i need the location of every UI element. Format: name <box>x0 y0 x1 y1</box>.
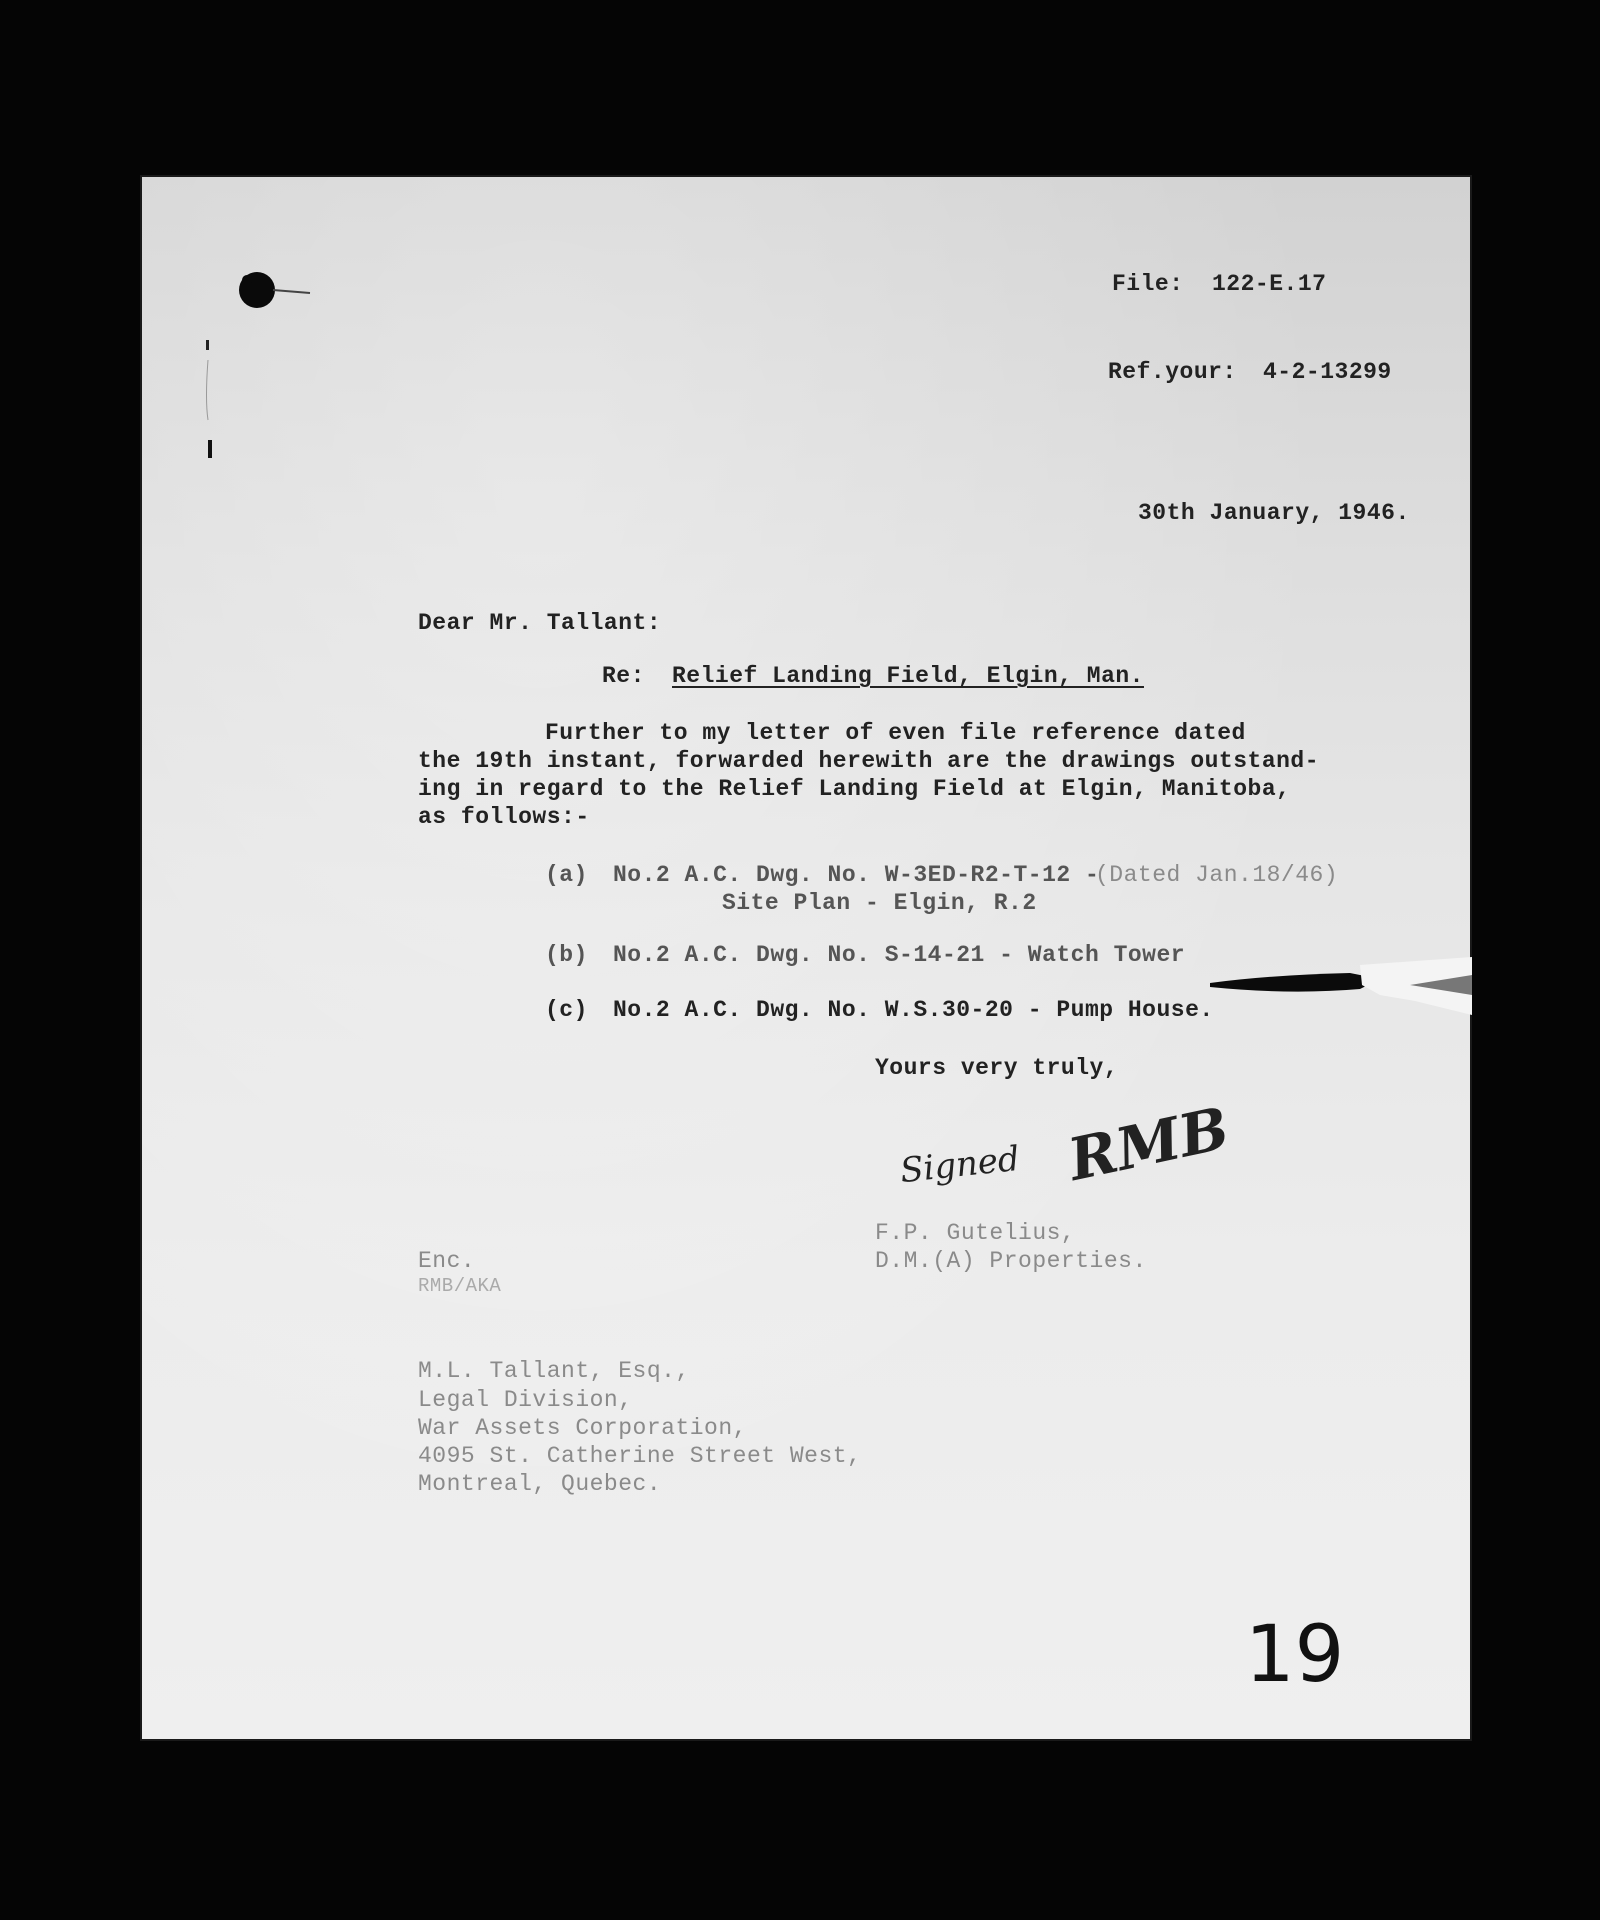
address-line: 4095 St. Catherine Street West, <box>418 1443 862 1469</box>
address-line: M.L. Tallant, Esq., <box>418 1358 690 1384</box>
signatory-name: F.P. Gutelius, <box>875 1220 1076 1246</box>
subject-line: Relief Landing Field, Elgin, Man. <box>672 663 1144 689</box>
body-line: Further to my letter of even file reference dated <box>545 720 1246 746</box>
item-note: (Dated Jan.18/46) <box>1095 862 1339 888</box>
signature-initials: RMB <box>1062 1093 1235 1195</box>
item-text-line2: Site Plan - Elgin, R.2 <box>722 890 1037 916</box>
ref-label: Ref.your: <box>1108 359 1237 385</box>
enclosure-label: Enc. <box>418 1248 476 1274</box>
body-line: the 19th instant, forwarded herewith are the drawings outstand- <box>418 748 1320 774</box>
item-text: No.2 A.C. Dwg. No. S-14-21 - Watch Tower <box>613 942 1186 968</box>
address-line: Legal Division, <box>418 1387 633 1413</box>
ink-blot <box>235 260 315 320</box>
punch-marks <box>200 340 220 460</box>
signatory-title: D.M.(A) Properties. <box>875 1248 1147 1274</box>
file-number: 122-E.17 <box>1212 271 1327 297</box>
handwritten-signed: Signed <box>898 1138 1022 1192</box>
body-line: ing in regard to the Relief Landing Field at Elgin, Manitoba, <box>418 776 1291 802</box>
letter-date: 30th January, 1946. <box>1138 500 1410 526</box>
body-line: as follows:- <box>418 804 590 830</box>
address-line: War Assets Corporation, <box>418 1415 747 1441</box>
salutation: Dear Mr. Tallant: <box>418 610 662 636</box>
subject-label: Re: <box>602 663 645 689</box>
typist-initials: RMB/AKA <box>418 1275 502 1297</box>
address-line: Montreal, Quebec. <box>418 1471 662 1497</box>
ref-number: 4-2-13299 <box>1263 359 1392 385</box>
item-text: No.2 A.C. Dwg. No. W.S.30-20 - Pump House. <box>613 997 1214 1023</box>
item-marker: (b) <box>545 942 588 968</box>
page-number: 19 <box>1245 1610 1345 1700</box>
closing: Yours very truly, <box>875 1055 1119 1081</box>
item-text: No.2 A.C. Dwg. No. W-3ED-R2-T-12 - <box>613 862 1100 888</box>
item-marker: (c) <box>545 997 588 1023</box>
file-label: File: <box>1112 271 1184 297</box>
torn-edge <box>1210 955 1472 1025</box>
letter-page <box>140 175 1472 1741</box>
item-marker: (a) <box>545 862 588 888</box>
